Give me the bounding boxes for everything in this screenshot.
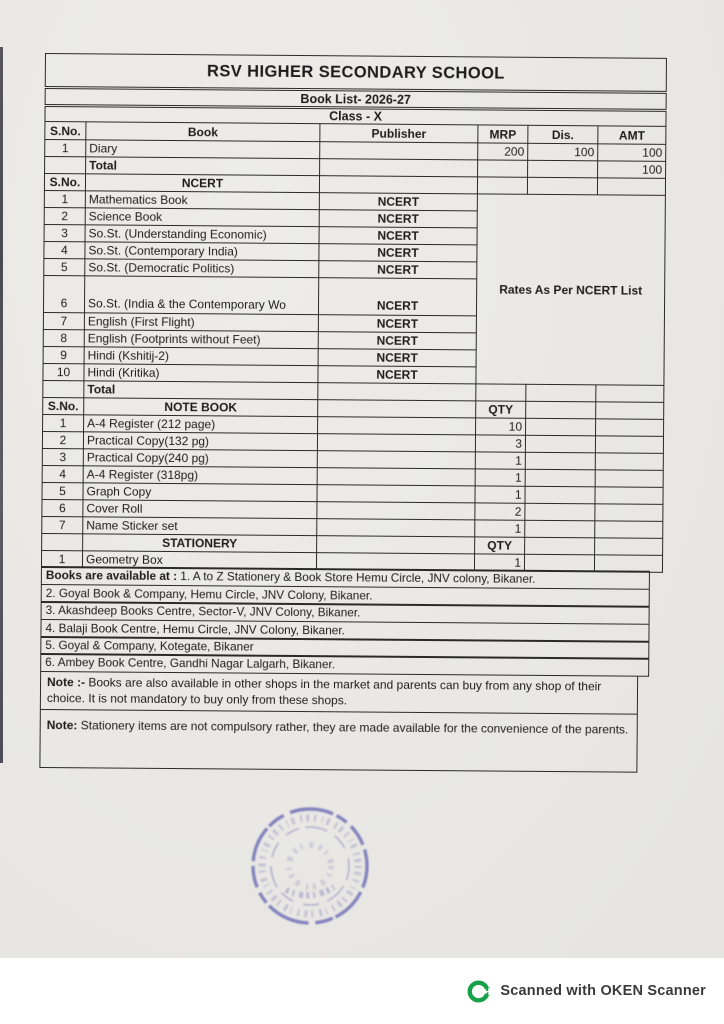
sno-cell: 7: [43, 312, 84, 329]
book-cell: Diary: [86, 140, 320, 159]
empty-cell: [597, 178, 665, 196]
empty-cell: [596, 419, 664, 437]
sno-cell: 4: [44, 241, 85, 258]
book-cell: Practical Copy(240 pg): [83, 449, 317, 468]
empty-cell: [525, 435, 595, 453]
empty-cell: [595, 436, 663, 454]
shop-availability-line: 2. Goyal Book & Company, Hemu Circle, JNV Colony, Bikaner.: [41, 584, 650, 608]
sno-cell: 6: [42, 499, 83, 516]
publisher-cell: NCERT: [319, 210, 477, 228]
qty-cell: 1: [475, 452, 525, 469]
note-box-2: [39, 709, 637, 773]
book-cell: Science Book: [85, 208, 319, 227]
sno-cell: 4: [42, 465, 83, 482]
col-header-dis: Dis.: [528, 125, 598, 144]
stamp-center-mark: [289, 845, 331, 887]
qty-cell: 10: [476, 418, 526, 435]
empty-cell: [525, 537, 595, 555]
total-label: Total: [86, 157, 320, 176]
sno-cell: 1: [45, 140, 86, 157]
total-label: Total: [84, 381, 318, 400]
publisher-cell: NCERT: [319, 193, 477, 211]
empty-cell: [595, 504, 663, 522]
sno-header: S.No.: [43, 397, 84, 414]
empty-cell: [317, 519, 475, 537]
qty-header: QTY: [476, 401, 526, 418]
sno-cell: 3: [42, 448, 83, 465]
empty-cell: [595, 538, 663, 556]
empty-cell: [528, 160, 598, 178]
empty-cell: [596, 402, 664, 420]
qty-cell: 1: [475, 486, 525, 503]
sno-cell: 2: [44, 207, 85, 224]
empty-cell: [526, 401, 596, 419]
empty-cell: [317, 485, 475, 503]
book-cell: English (Footprints without Feet): [84, 330, 318, 349]
book-cell: Mathematics Book: [85, 191, 319, 210]
note-1-lead: Note :-: [47, 674, 86, 690]
empty-cell: [594, 555, 662, 573]
stamp-inner-ring: [271, 827, 349, 905]
publisher-cell: NCERT: [318, 366, 476, 384]
sno-cell: 2: [42, 431, 83, 448]
book-cell: English (First Flight): [84, 313, 318, 332]
note-2-text: Stationery items are not compulsory rather, they are made available for the convenience of the parents.: [77, 717, 629, 737]
book-cell: A-4 Register (318pg): [83, 466, 317, 485]
oken-scanner-icon: [467, 980, 490, 1003]
empty-cell: [525, 452, 595, 470]
empty-cell: [595, 487, 663, 505]
book-cell: A-4 Register (212 page): [84, 415, 318, 434]
note-box-1: [40, 671, 638, 715]
book-list-table: [41, 53, 667, 573]
empty-cell: [476, 384, 526, 401]
col-header-amt: AMT: [598, 126, 666, 145]
publisher-cell: NCERT: [318, 349, 476, 367]
note-1-text: Books are also available in other shops in the market and parents can buy from any shop of their choice. It is not mandatory to buy only from these shops.: [46, 675, 602, 708]
empty-cell: [320, 159, 478, 177]
sno-cell: 8: [43, 329, 84, 346]
section-header-stationery: STATIONERY: [83, 534, 317, 553]
shop-availability-line: 4. Balaji Book Centre, Hemu Circle, JNV Colony, Bikaner.: [40, 619, 649, 643]
qty-cell: 2: [475, 503, 525, 520]
publisher-cell: [320, 142, 478, 160]
qty-header: QTY: [475, 537, 525, 554]
empty-cell: [526, 384, 596, 402]
class-label: Class - X: [45, 106, 666, 127]
sno-cell: 9: [43, 346, 84, 363]
book-cell: So.St. (Contemporary India): [85, 242, 319, 261]
empty-cell: [317, 502, 475, 520]
school-title: RSV HIGHER SECONDARY SCHOOL: [45, 54, 666, 93]
section-header-ncert: NCERT: [85, 174, 319, 193]
scanner-footer: [0, 958, 724, 1024]
sno-header: S.No.: [44, 174, 85, 191]
empty-cell: [477, 177, 527, 194]
circular-ink-stamp: [248, 804, 372, 928]
empty-cell: [595, 470, 663, 488]
empty-cell: [42, 533, 83, 550]
empty-cell: [596, 385, 664, 403]
shop-availability-line: 6. Ambey Book Centre, Gandhi Nagar Lalgarh, Bikaner.: [40, 653, 649, 677]
empty-cell: [525, 469, 595, 487]
empty-cell: [525, 520, 595, 538]
title-row: [45, 54, 666, 93]
shop-availability-line: Books are available at : 1. A to Z Stationery & Book Store Hemu Circle, JNV colony, Bikaner.: [41, 566, 650, 590]
sno-cell: 1: [43, 414, 84, 431]
empty-cell: [527, 177, 597, 195]
empty-cell: [317, 468, 475, 486]
amt-cell: 100: [598, 144, 666, 162]
empty-cell: [524, 554, 594, 572]
empty-cell: [595, 453, 663, 471]
sno-cell: 10: [43, 363, 84, 380]
empty-cell: [317, 434, 475, 452]
book-cell: So.St. (Understanding Economic): [85, 225, 319, 244]
sno-cell: 6: [43, 275, 84, 312]
availability-section: [40, 566, 650, 677]
publisher-cell: NCERT: [318, 315, 476, 333]
stamp-outer-ring: [253, 809, 367, 923]
scan-edge-artifact: [0, 47, 3, 763]
empty-cell: [525, 486, 595, 504]
book-cell: So.St. (Democratic Politics): [85, 259, 319, 278]
empty-cell: [45, 157, 86, 174]
empty-cell: [526, 418, 596, 436]
mrp-cell: 200: [478, 143, 528, 160]
empty-cell: [595, 521, 663, 539]
book-cell: Hindi (Kshitij-2): [84, 347, 318, 366]
note-2-lead: Note:: [46, 717, 78, 732]
shop-availability-line: 3. Akashdeep Books Centre, Sector-V, JNV Colony, Bikaner.: [41, 601, 650, 625]
publisher-cell: NCERT: [319, 261, 477, 279]
book-list-title: Book List- 2026-27: [45, 88, 666, 111]
book-cell: Graph Copy: [83, 483, 317, 502]
dis-cell: 100: [528, 143, 598, 161]
empty-cell: [318, 383, 476, 401]
empty-cell: [317, 451, 475, 469]
publisher-cell: NCERT: [319, 227, 477, 245]
empty-cell: [319, 176, 477, 194]
stamp-text-ring: [262, 818, 358, 914]
empty-cell: [478, 160, 528, 177]
scanner-footer-label: Scanned with OKEN Scanner: [500, 983, 706, 999]
total-amt-cell: 100: [598, 161, 666, 179]
book-cell: Cover Roll: [83, 500, 317, 519]
sno-cell: 1: [44, 190, 85, 207]
sno-cell: 7: [42, 516, 83, 533]
book-list-sheet: [39, 53, 666, 773]
empty-cell: [318, 400, 476, 418]
qty-cell: 1: [475, 469, 525, 486]
book-cell: Name Sticker set: [83, 517, 317, 536]
qty-cell: 3: [475, 435, 525, 452]
sno-cell: 5: [44, 258, 85, 275]
publisher-cell: NCERT: [318, 278, 476, 316]
shop-availability-line: 5. Goyal & Company, Kotegate, Bikaner: [40, 636, 649, 660]
sno-cell: 5: [42, 482, 83, 499]
col-header-publisher: Publisher: [320, 124, 478, 143]
section-header-notebook: NOTE BOOK: [84, 398, 318, 417]
stamp-bottom-smudge: [286, 887, 334, 895]
empty-cell: [525, 503, 595, 521]
col-header-mrp: MRP: [478, 125, 528, 143]
empty-cell: [317, 536, 475, 554]
col-header-sno: S.No.: [45, 122, 86, 140]
book-cell: Hindi (Kritika): [84, 364, 318, 383]
sno-cell: 1: [41, 550, 82, 567]
empty-cell: [43, 380, 84, 397]
publisher-cell: NCERT: [318, 332, 476, 350]
rates-note-cell: Rates As Per NCERT List: [476, 194, 666, 385]
empty-cell: [318, 417, 476, 435]
book-cell: Practical Copy(132 pg): [83, 432, 317, 451]
qty-cell: 1: [474, 554, 524, 571]
col-header-book: Book: [86, 122, 320, 142]
sno-cell: 3: [44, 224, 85, 241]
qty-cell: 1: [475, 520, 525, 537]
publisher-cell: NCERT: [319, 244, 477, 262]
book-cell: So.St. (India & the Contemporary Wo: [84, 276, 318, 315]
book-cell: Geometry Box: [82, 551, 316, 570]
